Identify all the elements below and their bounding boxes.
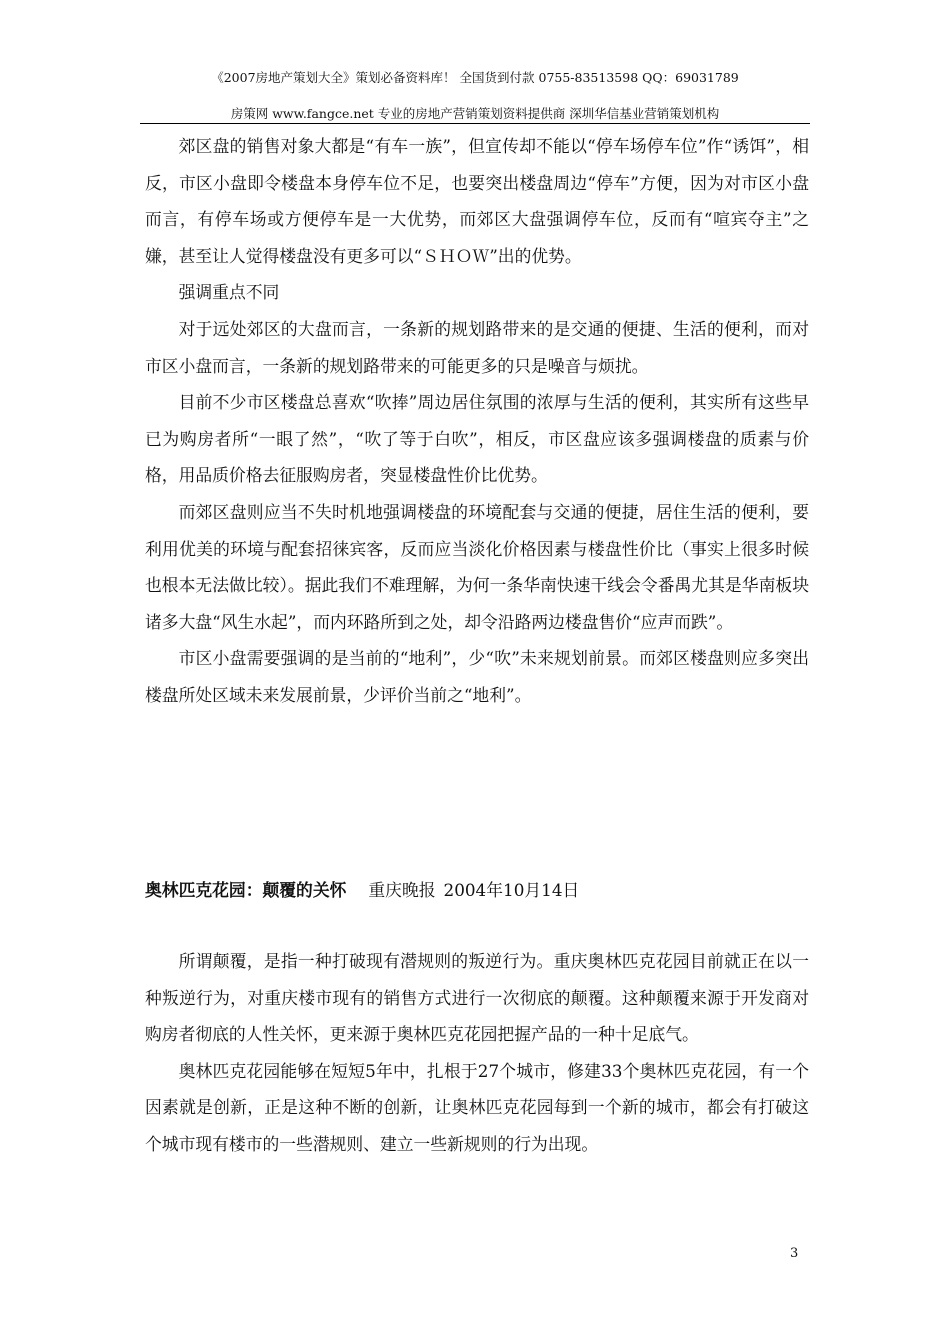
paragraph-innovation: 奥林匹克花园能够在短短5年中，扎根于27个城市，修建33个奥林匹克花园，有一个因素就是创新，正是这种不断的创新，让奥林匹克花园每到一个新的城市，都会有打破这个城市现有楼市的一些潜规则、建立一些新规则的行为出现。 [145, 1060, 809, 1154]
article-title: 奥林匹克花园：颠覆的关怀 [145, 880, 347, 900]
paragraph-city-promotion: 目前不少市区楼盘总喜欢“吹捧”周边居住氛围的浓厚与生活的便利，其实所有这些早已为购房者所“一眼了然”，“吹了等于白吹”，相反，市区盘应该多强调楼盘的质素与价格，用品质价格去征服购房者，突显楼盘性价比优势。 [145, 392, 809, 486]
header-website-line: 房策网 www.fangce.net 专业的房地产营销策划资料提供商 深圳华信基业营销策划机构 [230, 106, 720, 121]
article-title-line [145, 878, 579, 902]
header-contact-line: 《2007房地产策划大全》策划必备资料库！ 全国货到付款 0755-83513598 QQ：69031789 [211, 70, 739, 85]
header-divider [140, 123, 810, 124]
article-source: 重庆晚报 [368, 880, 436, 900]
section-heading: 强调重点不同 [178, 282, 280, 303]
paragraph-suburb-promotion: 而郊区盘则应当不失时机地强调楼盘的环境配套与交通的便捷，居住生活的便利，要利用优美的环境与配套招徕宾客，反而应当淡化价格因素与楼盘性价比（事实上很多时候也根本无法做比较）。据此我们不难理解，为何一条华南快速干线会令番禺尤其是华南板块诸多大盘“风生水起”，而内环路所到之处，却令沿路两边楼盘售价“应声而跌”。 [145, 501, 809, 632]
article-date: 2004年10月14日 [443, 880, 580, 900]
article-body [145, 943, 809, 1163]
paragraph-subversion: 所谓颠覆，是指一种打破现有潜规则的叛逆行为。重庆奥林匹克花园目前就正在以一种叛逆行为，对重庆楼市现有的销售方式进行一次彻底的颠覆。这种颠覆来源于开发商对购房者彻底的人性关怀，更来源于奥林匹克花园把握产品的一种十足底气。 [145, 951, 809, 1045]
paragraph-parking: 郊区盘的销售对象大都是“有车一族”，但宣传却不能以“停车场停车位”作“诱饵”，相反，市区小盘即令楼盘本身停车位不足，也要突出楼盘周边“停车”方便，因为对市区小盘而言，有停车场或方便停车是一大优势，而郊区大盘强调停车位，反而有“喧宾夺主”之嫌，甚至让人觉得楼盘没有更多可以“ＳＨＯＷ”出的优势。 [145, 136, 809, 266]
paragraph-planning-road: 对于远处郊区的大盘而言，一条新的规划路带来的是交通的便捷、生活的便利，而对市区小盘而言，一条新的规划路带来的可能更多的只是噪音与烦扰。 [145, 318, 809, 376]
paragraph-summary: 市区小盘需要强调的是当前的“地利”，少“吹”未来规划前景。而郊区楼盘则应多突出楼盘所处区域未来发展前景，少评价当前之“地利”。 [145, 648, 809, 705]
page-number: 3 [790, 1246, 799, 1261]
section-1 [145, 128, 809, 714]
